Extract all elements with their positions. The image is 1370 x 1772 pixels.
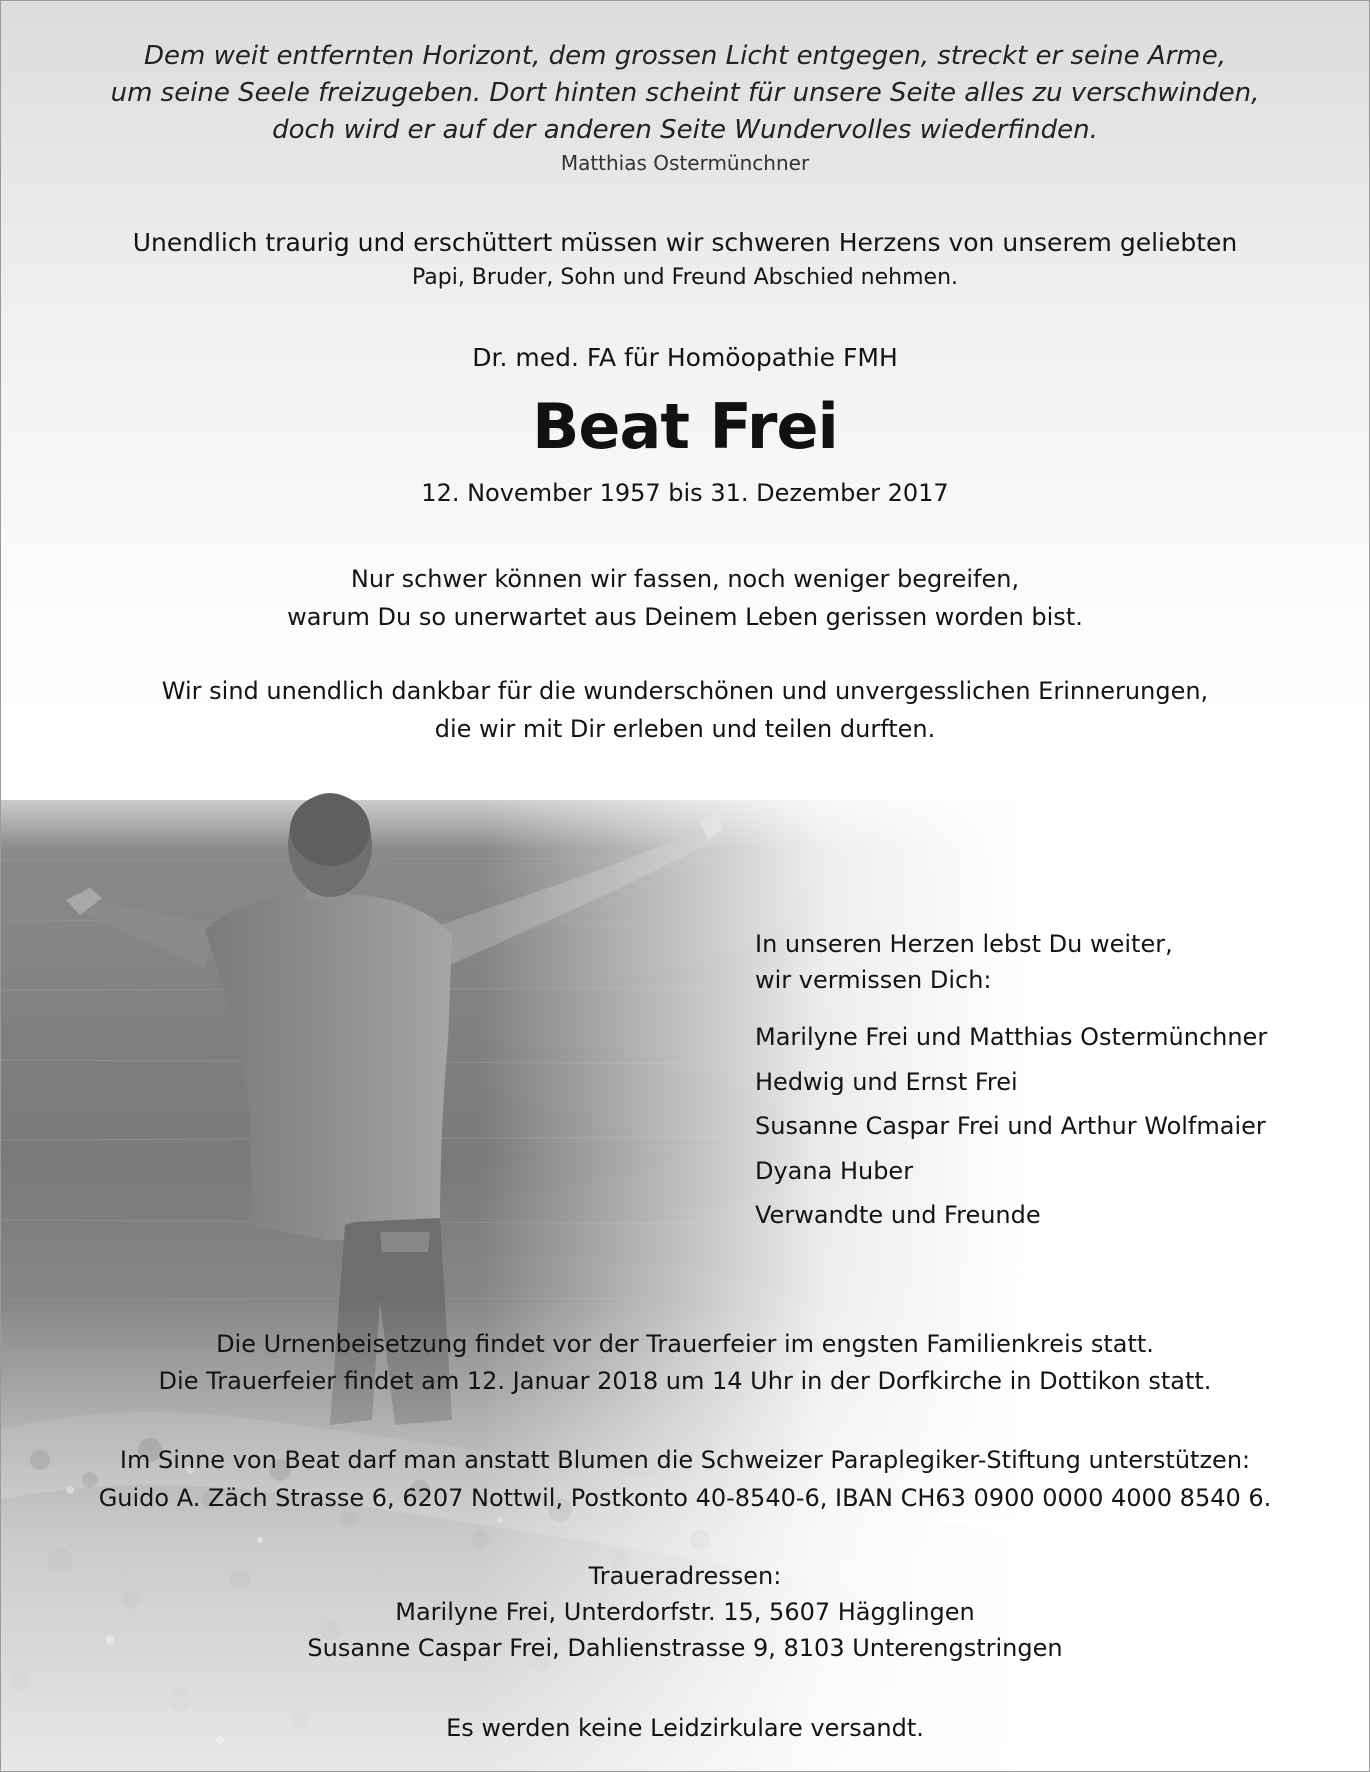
quote-line: doch wird er auf der anderen Seite Wundervolles wiederfinden. [272, 115, 1098, 145]
mourner-name: Hedwig und Ernst Frei [755, 1067, 1018, 1096]
mourners-heading: In unseren Herzen lebst Du weiter, [755, 930, 1173, 958]
mourners-heading: wir vermissen Dich: [755, 966, 992, 994]
ceremony-line: Die Urnenbeisetzung findet vor der Trauerfeier im engsten Familienkreis statt. [216, 1330, 1154, 1358]
life-dates: 12. November 1957 bis 31. Dezember 2017 [421, 479, 949, 507]
addresses-heading: Traueradressen: [588, 1562, 782, 1590]
quote-author: Matthias Ostermünchner [560, 151, 810, 175]
mourner-name: Dyana Huber [755, 1156, 914, 1185]
mourner-name: Susanne Caspar Frei und Arthur Wolfmaier [755, 1112, 1266, 1140]
deceased-name: Beat Frei [532, 390, 838, 463]
quote-line: Dem weit entfernten Horizont, dem grossen Licht entgegen, streckt er seine Arme, [144, 41, 1226, 71]
paragraph-line: Nur schwer können wir fassen, noch weniger begreifen, [350, 565, 1020, 593]
ceremony-line: Die Trauerfeier findet am 12. Januar 2018 um 14 Uhr in der Dorfkirche in Dottikon statt. [158, 1367, 1212, 1395]
address-line: Susanne Caspar Frei, Dahlienstrasse 9, 8103 Unterengstringen [307, 1634, 1063, 1662]
closing-line: Es werden keine Leidzirkulare versandt. [446, 1714, 924, 1742]
quote-line: um seine Seele freizugeben. Dort hinten scheint für unsere Seite alles zu verschwinden, [110, 78, 1260, 108]
intro-line: Papi, Bruder, Sohn und Freund Abschied nehmen. [411, 265, 959, 290]
mourner-name: Marilyne Frei und Matthias Ostermünchner [755, 1023, 1268, 1051]
donation-line: Im Sinne von Beat darf man anstatt Blumen die Schweizer Paraplegiker-Stiftung unterstützen: [119, 1446, 1251, 1474]
paragraph-line: die wir mit Dir erleben und teilen durften. [434, 715, 936, 743]
deceased-title: Dr. med. FA für Homöopathie FMH [472, 343, 898, 372]
intro-line: Unendlich traurig und erschüttert müssen wir schweren Herzens von unserem geliebten [132, 228, 1238, 257]
paragraph-line: Wir sind unendlich dankbar für die wunderschönen und unvergesslichen Erinnerungen, [161, 677, 1209, 705]
address-line: Marilyne Frei, Unterdorfstr. 15, 5607 Hägglingen [395, 1598, 975, 1626]
donation-line: Guido A. Zäch Strasse 6, 6207 Nottwil, Postkonto 40-8540-6, IBAN CH63 0900 0000 4000 8540 6. [98, 1484, 1272, 1512]
mourner-name: Verwandte und Freunde [755, 1201, 1041, 1229]
paragraph-line: warum Du so unerwartet aus Deinem Leben gerissen worden bist. [287, 603, 1083, 631]
